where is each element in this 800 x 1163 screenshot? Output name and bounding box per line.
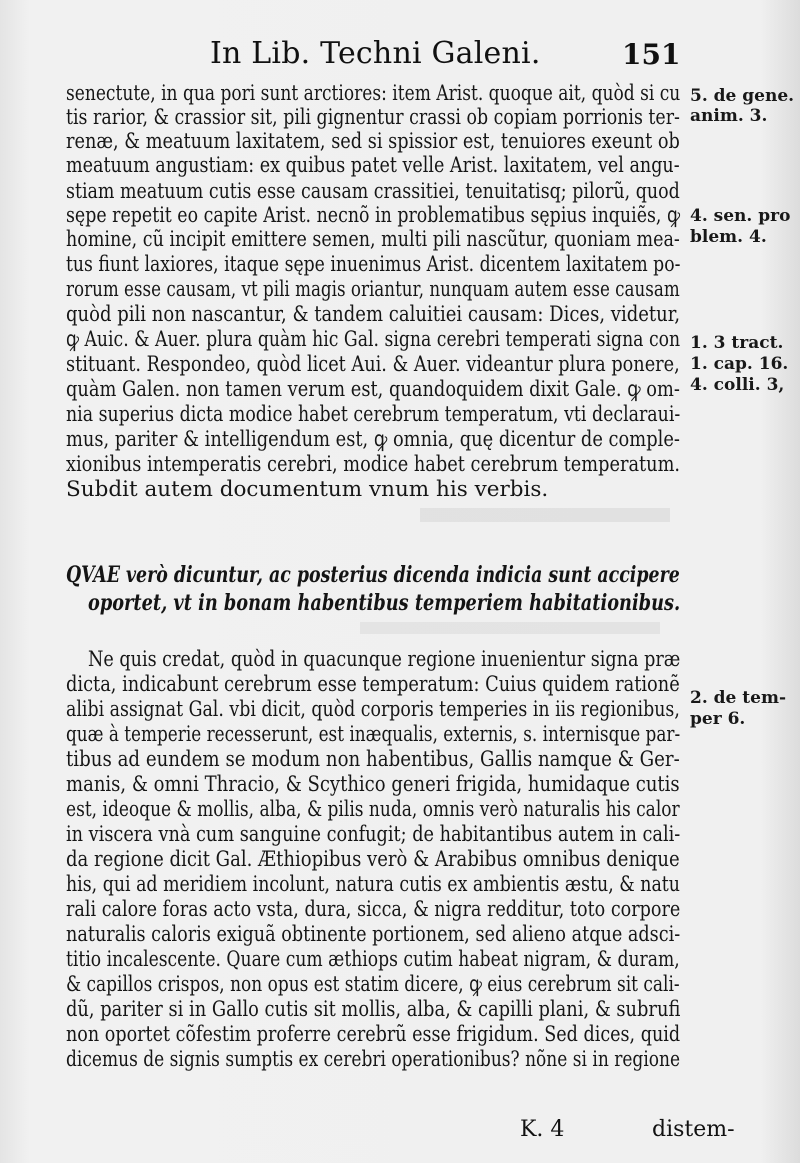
marginal-citation: 4. colli. 3,: [690, 375, 785, 395]
marginal-citation: 2. de tem-: [690, 688, 786, 708]
text-line: meatuum angustiam: ex quibus patet velle Arist. laxitatem, vel angu-: [66, 153, 680, 178]
text-line: xionibus intemperatis cerebri, modice habet cerebrum temperatum.: [66, 452, 681, 477]
text-line: homine, cũ incipit emittere semen, multi pili nascũtur, quoniam mea-: [66, 227, 680, 252]
text-line: quæ à temperie recesserunt, est inæqualis, externis, s. internisque par-: [66, 722, 681, 747]
text-line: dicemus de signis sumptis ex cerebri operationibus? nõne si in regione: [66, 1047, 681, 1072]
show-through-smudge: [360, 622, 660, 634]
marginal-citation: 1. 3 tract.: [690, 333, 784, 353]
text-line: Subdit autem documentum vnum his verbis.: [66, 477, 549, 502]
text-line: tibus ad eundem se modum non habentibus, Gallis namque & Ger-: [66, 747, 680, 772]
marginal-citation: 1. cap. 16.: [690, 354, 789, 374]
text-line: tus fiunt laxiores, itaque sępe inuenimus Arist. dicentem laxitatem po-: [66, 252, 681, 277]
catchword: distem-: [652, 1117, 735, 1142]
text-line: rali calore foras acto vsta, dura, sicca, & nigra redditur, toto corpore: [66, 897, 681, 922]
show-through-smudge: [420, 508, 670, 522]
text-line: quàm Galen. non tamen verum est, quandoquidem dixit Gale. ꝙ om-: [66, 377, 680, 402]
running-head: In Lib. Techni Galeni.: [210, 36, 541, 71]
marginal-citation: per 6.: [690, 709, 746, 729]
text-line: senectute, in qua pori sunt arctiores: item Arist. quoque ait, quòd si cu: [66, 81, 681, 106]
text-line: dũ, pariter si in Gallo cutis sit mollis, alba, & capilli plani, & subrufi: [66, 997, 681, 1022]
text-line: alibi assignat Gal. vbi dicit, quòd corporis temperies in iis regionibus,: [66, 697, 680, 722]
text-line: in viscera vnà cum sanguine confugit; de habitantibus autem in cali-: [66, 822, 681, 847]
text-line: nia superius dicta modice habet cerebrum temperatum, vti declaraui-: [66, 402, 681, 427]
text-line: his, qui ad meridiem incolunt, natura cutis ex ambientis æstu, & natu: [66, 872, 680, 897]
folio-number: 151: [622, 38, 681, 71]
text-line: stiam meatuum cutis esse causam crassitiei, tenuitatisq; pilorũ, quod: [66, 179, 680, 204]
marginal-citation: 4. sen. pro: [690, 206, 791, 226]
text-line: naturalis caloris exiguã obtinente portionem, sed alieno atque adsci-: [66, 922, 681, 947]
marginal-citation: 5. de gene.: [690, 86, 795, 106]
text-line: da regione dicit Gal. Æthiopibus verò & Arabibus omnibus denique: [66, 847, 680, 872]
lemma-line: QVAE verò dicuntur, ac posterius dicenda indicia sunt accipere: [66, 562, 680, 588]
lemma-line: oportet, vt in bonam habentibus temperiem habitationibus.: [88, 590, 681, 616]
text-line: renæ, & meatuum laxitatem, sed si spissior est, tenuiores exeunt ob: [66, 129, 680, 154]
text-line: quòd pili non nascantur, & tandem caluitiei causam: Dices, videtur,: [66, 302, 681, 327]
text-line: rorum esse causam, vt pili magis oriantur, nunquam autem esse causam: [66, 277, 680, 302]
text-line: est, ideoque & mollis, alba, & pilis nuda, omnis verò naturalis his calor: [66, 797, 680, 822]
marginal-citation: blem. 4.: [690, 227, 767, 247]
text-line: non oportet cõfestim proferre cerebrũ esse frigidum. Sed dices, quid: [66, 1022, 681, 1047]
signature-mark: K. 4: [520, 1117, 565, 1142]
text-line: manis, & omni Thracio, & Scythico generi frigida, humidaque cutis: [66, 772, 680, 797]
text-line: ꝙ Auic. & Auer. plura quàm hic Gal. signa cerebri temperati signa con: [66, 327, 681, 352]
text-line: mus, pariter & intelligendum est, ꝙ omnia, quę dicentur de comple-: [66, 427, 680, 452]
text-line: titio incalescente. Quare cum æthiops cutim habeat nigram, & duram,: [66, 947, 680, 972]
text-line: dicta, indicabunt cerebrum esse temperatum: Cuius quidem rationẽ: [66, 672, 680, 697]
text-line: sępe repetit eo capite Arist. necnõ in problematibus sępius inquiẽs, ꝙ: [66, 203, 681, 228]
text-line: & capillos crispos, non opus est statim dicere, ꝙ eius cerebrum sit cali-: [66, 972, 680, 997]
text-line: Ne quis credat, quòd in quacunque regione inuenientur signa præ: [88, 647, 681, 672]
marginal-citation: anim. 3.: [690, 106, 768, 126]
text-line: stituant. Respondeo, quòd licet Aui. & Auer. videantur plura ponere,: [66, 352, 680, 377]
text-line: tis rarior, & crassior sit, pili gignentur crassi ob copiam porrionis ter-: [66, 105, 680, 130]
